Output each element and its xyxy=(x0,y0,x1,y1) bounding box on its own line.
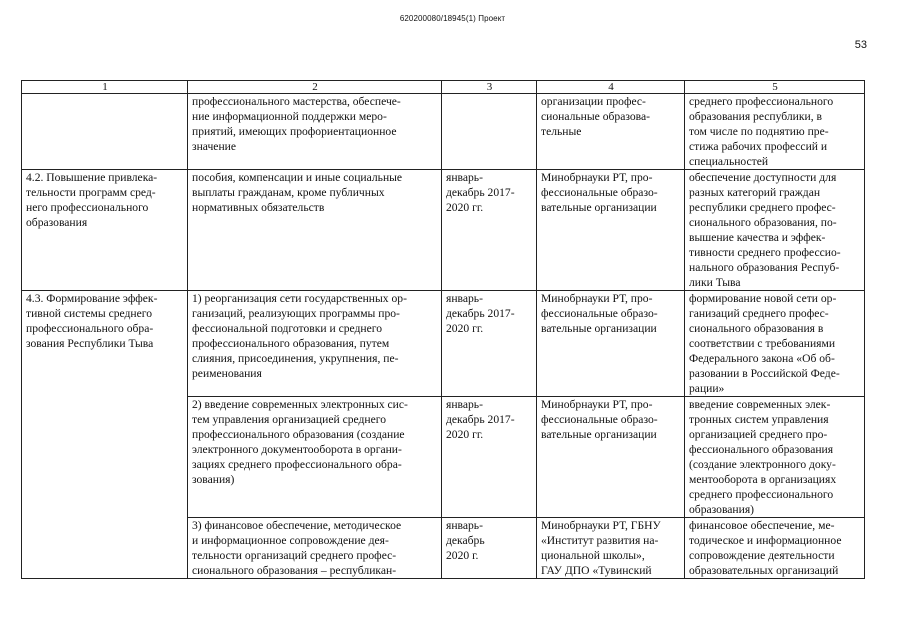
column-number: 1 xyxy=(22,81,188,94)
table-row xyxy=(22,170,865,291)
period-cell xyxy=(442,94,537,170)
cell-text: январь- декабрь 2017- 2020 гг. xyxy=(446,292,515,335)
table-row xyxy=(22,291,865,397)
cell-text: Минобрнауки РТ, про- фессиональные образо- вательные организации xyxy=(541,292,658,335)
cell-text: среднего профессионального образования республики, в том числе по поднятию пре- стижа рабочих профессий и специальностей xyxy=(689,95,834,168)
measure-cell xyxy=(188,397,442,518)
period-cell xyxy=(442,170,537,291)
task-cell xyxy=(22,170,188,291)
measure-cell xyxy=(188,94,442,170)
cell-text: обеспечение доступности для разных категорий граждан республики среднего профес- сионального образования, по- вышение качества и эффек- тивности среднего профессио- нального образования Респуб- лики Тыва xyxy=(689,171,841,289)
result-cell xyxy=(685,94,865,170)
column-number: 2 xyxy=(188,81,442,94)
executor-cell xyxy=(537,291,685,397)
column-number: 5 xyxy=(685,81,865,94)
result-cell xyxy=(685,170,865,291)
cell-text: формирование новой сети ор- ганизаций среднего профес- сионального образования в соответствии с требованиями Федерального закона «Об об- разовании в Российской Феде- рации» xyxy=(689,292,840,395)
cell-text: 2) введение современных электронных сис- тем управления организацией среднего профессионального образования (создание электронного документооборота в органи- зациях среднего профессионального обра- зования) xyxy=(192,398,408,486)
column-number: 3 xyxy=(442,81,537,94)
cell-text: Минобрнауки РТ, про- фессиональные образо- вательные организации xyxy=(541,398,658,441)
executor-cell xyxy=(537,170,685,291)
cell-text: введение современных элек- тронных систем управления организацией среднего про- фессионального образования (создание электронного доку- ментооборота в организациях среднего профессионального образования) xyxy=(689,398,837,516)
column-number-row xyxy=(22,81,865,94)
executor-cell xyxy=(537,518,685,579)
result-cell xyxy=(685,518,865,579)
executor-cell xyxy=(537,94,685,170)
task-cell xyxy=(22,94,188,170)
cell-text: организации профес- сиональные образова- тельные xyxy=(541,95,650,138)
task-cell xyxy=(22,291,188,579)
result-cell xyxy=(685,397,865,518)
measure-cell xyxy=(188,291,442,397)
document-id: 620200080/18945(1) Проект xyxy=(399,14,506,23)
period-cell xyxy=(442,518,537,579)
column-number: 4 xyxy=(537,81,685,94)
measure-cell xyxy=(188,518,442,579)
cell-text: 4.2. Повышение привлека- тельности программ сред- него профессионального образования xyxy=(26,171,158,229)
cell-text: 4.3. Формирование эффек- тивной системы среднего профессионального обра- зования Республики Тыва xyxy=(26,292,158,350)
cell-text: январь- декабрь 2020 г. xyxy=(446,519,485,562)
measure-cell xyxy=(188,170,442,291)
cell-text: финансовое обеспечение, ме- тодическое и информационное сопровождение деятельности образовательных организаций xyxy=(689,519,842,577)
period-cell xyxy=(442,291,537,397)
cell-text: январь- декабрь 2017- 2020 гг. xyxy=(446,398,515,441)
cell-text: Минобрнауки РТ, про- фессиональные образо- вательные организации xyxy=(541,171,658,214)
cell-text: профессионального мастерства, обеспече- ние информационной поддержки меро- приятий, имеющих профориентационное значение xyxy=(192,95,401,153)
measures-table xyxy=(21,80,865,579)
result-cell xyxy=(685,291,865,397)
period-cell xyxy=(442,397,537,518)
cell-text: январь- декабрь 2017- 2020 гг. xyxy=(446,171,515,214)
cell-text: 1) реорганизация сети государственных ор- ганизаций, реализующих программы про- фессиональной подготовки и среднего профессионального образования, путем слияния, присоединения, укрупнения, пе- реименования xyxy=(192,292,407,380)
table-row xyxy=(22,94,865,170)
cell-text: 3) финансовое обеспечение, методическое и информационное сопровождение дея- тельности организаций среднего профес- сионального образования – республикан- xyxy=(192,519,402,577)
page-number: 53 xyxy=(854,39,867,51)
executor-cell xyxy=(537,397,685,518)
cell-text: пособия, компенсации и иные социальные выплаты гражданам, кроме публичных нормативных обязательств xyxy=(192,171,403,214)
cell-text: Минобрнауки РТ, ГБНУ «Институт развития на- циональной школы», ГАУ ДПО «Тувинский xyxy=(541,519,661,577)
